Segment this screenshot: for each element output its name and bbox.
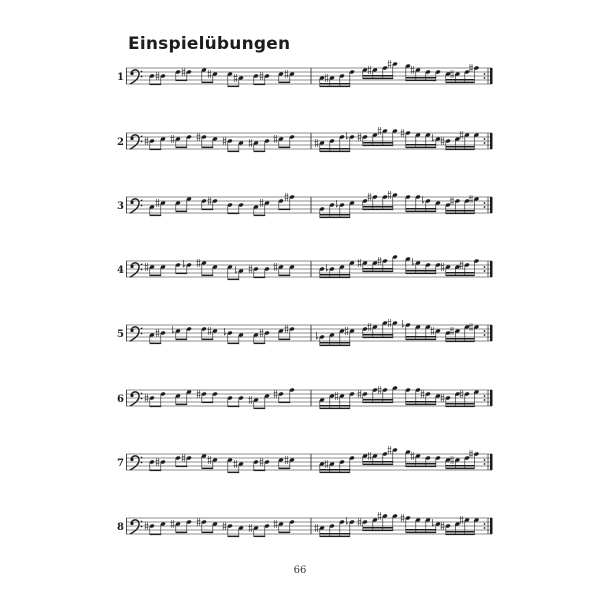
note-beam xyxy=(446,534,475,536)
note-beam xyxy=(406,466,437,468)
sharp-sign-icon xyxy=(234,74,238,82)
note-beam xyxy=(363,530,394,532)
music-staff xyxy=(126,317,494,357)
sharp-sign-icon xyxy=(469,323,473,331)
flat-sign-icon xyxy=(173,326,175,333)
note-beam xyxy=(363,402,394,404)
exercise-number: 1 xyxy=(117,72,124,83)
note-beam xyxy=(363,206,394,208)
note-beam xyxy=(406,404,437,406)
sharp-sign-icon xyxy=(388,446,392,454)
sharp-sign-icon xyxy=(411,452,415,460)
sharp-sign-icon xyxy=(234,460,238,468)
note-beam xyxy=(320,472,351,474)
note-beam xyxy=(446,149,475,151)
exercise-3 xyxy=(112,189,492,229)
note-beam xyxy=(279,82,291,84)
final-barline xyxy=(490,325,493,341)
note-beam xyxy=(320,217,351,219)
note-beam xyxy=(446,146,475,148)
note-beam xyxy=(254,151,266,153)
music-staff xyxy=(126,446,494,486)
note-beam xyxy=(176,147,188,149)
note-beam xyxy=(228,406,240,408)
exercise-2 xyxy=(112,125,492,165)
note-beam xyxy=(150,470,162,472)
sharp-sign-icon xyxy=(171,135,175,143)
sharp-sign-icon xyxy=(388,191,392,199)
note-beam xyxy=(363,527,394,529)
sharp-sign-icon xyxy=(285,456,289,464)
note-beam xyxy=(202,82,214,84)
repeat-dot xyxy=(484,523,486,525)
note-beam xyxy=(320,342,351,344)
repeat-dot xyxy=(484,206,486,208)
note-beam xyxy=(254,277,266,279)
final-barline xyxy=(490,133,493,149)
note-beam xyxy=(228,86,240,88)
sharp-sign-icon xyxy=(315,524,319,532)
final-barline xyxy=(490,68,493,84)
note-beam xyxy=(279,339,291,341)
exercise-5 xyxy=(112,317,492,357)
sharp-sign-icon xyxy=(368,66,372,74)
flat-sign-icon xyxy=(413,258,415,265)
sharp-sign-icon xyxy=(345,327,349,335)
note-beam xyxy=(320,533,351,535)
note-beam xyxy=(320,277,351,279)
note-beam xyxy=(363,268,394,270)
note-beam xyxy=(406,208,437,210)
note-beam xyxy=(228,536,240,538)
note-beam xyxy=(406,80,437,82)
sharp-sign-icon xyxy=(469,195,473,203)
note-beam xyxy=(150,149,162,151)
note-beam xyxy=(150,84,162,86)
sharp-sign-icon xyxy=(388,319,392,327)
repeat-dot xyxy=(484,330,486,332)
note-beam xyxy=(363,337,394,339)
note-beam xyxy=(228,279,240,281)
sharp-sign-icon xyxy=(450,456,454,464)
note-beam xyxy=(254,536,266,538)
note-beam xyxy=(446,468,475,470)
exercise-number: 2 xyxy=(117,137,124,148)
flat-sign-icon xyxy=(403,320,405,327)
note-beam xyxy=(363,145,394,147)
note-beam xyxy=(150,534,162,536)
repeat-dot xyxy=(484,395,486,397)
sharp-sign-icon xyxy=(145,263,149,271)
note-beam xyxy=(320,86,351,88)
note-beam xyxy=(279,275,291,277)
music-staff xyxy=(126,253,494,293)
note-beam xyxy=(406,339,437,341)
sharp-sign-icon xyxy=(260,199,264,207)
note-beam xyxy=(202,468,214,470)
note-beam xyxy=(446,403,475,405)
exercise-number: 3 xyxy=(117,201,124,212)
sharp-sign-icon xyxy=(450,70,454,78)
note-beam xyxy=(150,215,162,217)
note-beam xyxy=(320,345,351,347)
note-beam xyxy=(363,334,394,336)
note-beam xyxy=(228,343,240,345)
sharp-sign-icon xyxy=(171,520,175,528)
note-beam xyxy=(406,211,437,213)
sharp-sign-icon xyxy=(208,456,212,464)
repeat-dot xyxy=(484,202,486,204)
sharp-sign-icon xyxy=(325,460,329,468)
note-beam xyxy=(176,80,188,82)
note-beam xyxy=(446,406,475,408)
repeat-dot xyxy=(484,334,486,336)
note-beam xyxy=(406,273,437,275)
sharp-sign-icon xyxy=(411,66,415,74)
note-beam xyxy=(320,148,351,150)
note-beam xyxy=(406,336,437,338)
note-beam xyxy=(363,78,394,80)
exercise-number: 8 xyxy=(117,522,124,533)
sharp-sign-icon xyxy=(335,392,339,400)
note-beam xyxy=(446,210,475,212)
exercise-6 xyxy=(112,382,492,422)
note-beam xyxy=(363,209,394,211)
note-beam xyxy=(279,468,291,470)
exercise-number: 7 xyxy=(117,458,124,469)
note-beam xyxy=(254,470,266,472)
note-beam xyxy=(320,408,351,410)
sharp-sign-icon xyxy=(156,199,160,207)
note-beam xyxy=(320,151,351,153)
flat-sign-icon xyxy=(236,266,238,273)
sharp-sign-icon xyxy=(325,74,329,82)
note-beam xyxy=(320,214,351,216)
note-beam xyxy=(446,465,475,467)
repeat-dot xyxy=(484,142,486,144)
repeat-dot xyxy=(484,77,486,79)
note-beam xyxy=(150,275,162,277)
note-beam xyxy=(320,83,351,85)
note-beam xyxy=(279,209,291,211)
exercise-8 xyxy=(112,510,492,550)
note-beam xyxy=(320,469,351,471)
note-beam xyxy=(202,339,214,341)
note-beam xyxy=(446,272,475,274)
sharp-sign-icon xyxy=(460,516,464,524)
note-beam xyxy=(406,401,437,403)
sharp-sign-icon xyxy=(388,60,392,68)
final-barline xyxy=(490,454,493,470)
exercise-number: 4 xyxy=(117,265,124,276)
final-barline xyxy=(490,390,493,406)
note-beam xyxy=(254,408,266,410)
repeat-dot xyxy=(484,138,486,140)
note-beam xyxy=(254,343,266,345)
note-beam xyxy=(254,215,266,217)
music-staff xyxy=(126,60,494,100)
note-beam xyxy=(228,213,240,215)
note-beam xyxy=(406,270,437,272)
sharp-sign-icon xyxy=(441,263,445,271)
repeat-dot xyxy=(484,399,486,401)
sharp-sign-icon xyxy=(315,139,319,147)
note-beam xyxy=(406,147,437,149)
note-beam xyxy=(254,84,266,86)
flat-sign-icon xyxy=(433,134,435,141)
note-beam xyxy=(150,406,162,408)
sharp-sign-icon xyxy=(431,327,435,335)
sharp-sign-icon xyxy=(274,263,278,271)
sharp-sign-icon xyxy=(358,259,362,267)
note-beam xyxy=(363,464,394,466)
sharp-sign-icon xyxy=(249,524,253,532)
exercise-4 xyxy=(112,253,492,293)
final-barline xyxy=(490,518,493,534)
sharp-sign-icon xyxy=(368,323,372,331)
note-beam xyxy=(176,404,188,406)
note-beam xyxy=(228,472,240,474)
repeat-dot xyxy=(484,459,486,461)
note-beam xyxy=(406,532,437,534)
flat-sign-icon xyxy=(433,519,435,526)
sharp-sign-icon xyxy=(249,396,253,404)
note-beam xyxy=(176,466,188,468)
music-staff xyxy=(126,125,494,165)
note-beam xyxy=(406,77,437,79)
note-beam xyxy=(446,341,475,343)
exercise-1 xyxy=(112,60,492,100)
repeat-dot xyxy=(484,73,486,75)
note-beam xyxy=(202,402,214,404)
sharp-sign-icon xyxy=(208,327,212,335)
note-beam xyxy=(363,399,394,401)
note-beam xyxy=(176,532,188,534)
note-beam xyxy=(446,79,475,81)
exercise-number: 6 xyxy=(117,394,124,405)
note-beam xyxy=(406,144,437,146)
note-beam xyxy=(176,273,188,275)
note-beam xyxy=(406,463,437,465)
note-beam xyxy=(228,151,240,153)
note-beam xyxy=(446,213,475,215)
music-staff xyxy=(126,510,494,550)
note-beam xyxy=(176,211,188,213)
note-beam xyxy=(363,271,394,273)
sharp-sign-icon xyxy=(249,139,253,147)
note-beam xyxy=(202,209,214,211)
page-title: Einspielübungen xyxy=(128,34,291,54)
note-beam xyxy=(202,275,214,277)
note-beam xyxy=(150,343,162,345)
repeat-dot xyxy=(484,527,486,529)
note-beam xyxy=(363,75,394,77)
note-beam xyxy=(320,274,351,276)
final-barline xyxy=(490,261,493,277)
sharp-sign-icon xyxy=(274,520,278,528)
sharp-sign-icon xyxy=(368,452,372,460)
note-beam xyxy=(363,142,394,144)
repeat-dot xyxy=(484,266,486,268)
sharp-sign-icon xyxy=(274,135,278,143)
note-beam xyxy=(202,532,214,534)
note-beam xyxy=(363,461,394,463)
music-staff xyxy=(126,382,494,422)
note-beam xyxy=(446,275,475,277)
sharp-sign-icon xyxy=(378,127,382,135)
note-beam xyxy=(446,338,475,340)
repeat-dot xyxy=(484,463,486,465)
note-beam xyxy=(279,402,291,404)
note-beam xyxy=(320,405,351,407)
sharp-sign-icon xyxy=(460,131,464,139)
exercise-number: 5 xyxy=(117,329,124,340)
music-staff xyxy=(126,189,494,229)
note-beam xyxy=(446,82,475,84)
sharp-sign-icon xyxy=(197,259,201,267)
repeat-dot xyxy=(484,270,486,272)
note-beam xyxy=(279,147,291,149)
note-beam xyxy=(446,531,475,533)
sharp-sign-icon xyxy=(208,70,212,78)
sharp-sign-icon xyxy=(450,327,454,335)
note-beam xyxy=(320,536,351,538)
note-beam xyxy=(279,532,291,534)
note-beam xyxy=(176,339,188,341)
note-beam xyxy=(406,529,437,531)
sharp-sign-icon xyxy=(285,70,289,78)
note-beam xyxy=(202,147,214,149)
exercise-7 xyxy=(112,446,492,486)
sharp-sign-icon xyxy=(378,512,382,520)
page-number: 66 xyxy=(293,565,307,576)
final-barline xyxy=(490,197,493,213)
